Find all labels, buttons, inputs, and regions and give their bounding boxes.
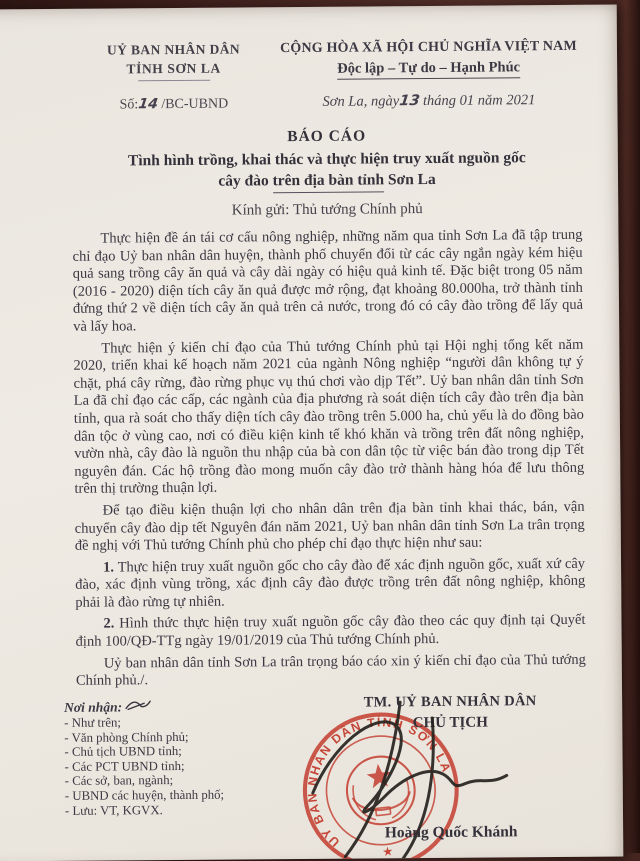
recipient-item: - Chủ tịch UBND tỉnh;: [64, 744, 182, 760]
issuer-name-line1: UỶ BAN NHÂN DÂN: [106, 41, 241, 58]
paragraph-item-2: 2. Hình thức thực hiện truy xuất nguồn gốc cây đào theo các quy định tại Quyết định 100/QĐ-TTg ngày 19/01/2019 của Thủ tướng Chính phủ.: [75, 612, 586, 650]
issuer-name-line2: TỈNH SƠN LA: [126, 60, 221, 77]
national-motto: Độc lập – Tự do – Hạnh Phúc: [276, 59, 581, 78]
paragraph-item-1: 1. Thực hiện truy xuất nguồn gốc cho cây đào để xác định nguồn gốc, xuất xứ cây đào, xác định vùng trồng, xác định cây đào được trồng trên đất nông nghiệp, không phải là đào rừng tự nhiên.: [75, 555, 586, 611]
document-number: [71, 95, 276, 114]
document-number-label: Số:: [119, 97, 139, 113]
national-motto-block: [276, 39, 582, 112]
document-type: BÁO CÁO: [287, 127, 367, 146]
recipients-label: Nơi nhận:: [64, 697, 294, 716]
recipient-item: - Như trên;: [64, 715, 122, 730]
title-line1: Tình hình trồng, khai thác và thực hiện truy xuất nguồn gốc: [127, 149, 526, 170]
paragraph-1: Thực hiện đề án tái cơ cấu nông nghiệp, những năm qua tỉnh Sơn La đã tập trung chỉ đạo Uỷ ban nhân dân huyện, thành phố chuyển đổi từ các cây ngắn ngày kém hiệu quả sang trồng cây ăn quả và cây dài ngày có hiệu quả kinh tế. Đặc biệt trong 05 năm (2016 - 2020) diện tích cây ăn quả được mở rộng, đạt khoảng 80.000ha, trở thành tỉnh đứng thứ 2 về diện tích cây ăn quả trên cả nước, trong đó có cây đào trồng để lấy quả và lấy hoa.: [72, 226, 584, 335]
issuing-authority-block: [71, 41, 277, 114]
date-suffix: tháng 01 năm 2021: [422, 92, 536, 110]
paragraph-2: Thực hiện ý kiến chỉ đạo của Thủ tướng Chính phủ tại Hội nghị tổng kết năm 2020, triển khai kế hoạch năm 2021 của ngành Nông nghiệp “người dân không tự ý chặt, phá cây rừng, đào rừng phục vụ thú chơi vào dịp Tết”. Uỷ ban nhân dân tỉnh Sơn La đã chỉ đạo các cấp, các ngành của địa phương rà soát diện tích cây đào trên địa bàn tỉnh, qua rà soát cho thấy diện tích cây đào trồng trên 5.000 ha, chủ yếu là do đồng bào dân tộc ở vùng cao, nơi có điều kiện kinh tế khó khăn và trồng trên đất nông nghiệp, vườn nhà, cây đào là nguồn thu nhập của bà con dân tộc từ việc bán đào trong dịp Tết nguyên đán. Các hộ trồng đào mong muốn cây đào trở thành hàng hóa để lưu thông trên thị trường thuận lợi.: [73, 336, 585, 498]
title-line2-pre: cây đào: [218, 172, 273, 190]
document-content: [71, 39, 586, 695]
title-line2: [72, 170, 582, 192]
recipients-block: [64, 697, 295, 818]
signer-name: Hoàng Quốc Khánh: [384, 823, 518, 842]
document-body: [72, 227, 586, 691]
document-number-handwritten: 14: [137, 96, 159, 113]
seal-star-glyph: ★: [381, 844, 394, 860]
recipient-item: - Các sở, ban, ngành;: [64, 773, 174, 789]
recipient-item: - UBND các huyện, thành phố;: [64, 787, 225, 803]
date-day-handwritten: 13: [398, 93, 421, 110]
title-line2-post: Sơn La: [384, 170, 436, 189]
recipient-item: - Lưu: VT, KGVX.: [64, 802, 163, 818]
paragraph-3: Để tạo điều kiện thuận lợi cho nhân dân trên địa bàn tỉnh khai thác, bán, vận chuyển cây đào dịp tết Nguyên đán năm 2021, Uỷ ban nhân dân tỉnh Sơn La trân trọng đề nghị với Thủ tướng Chính phủ cho phép chỉ đạo thực hiện như sau:: [74, 498, 585, 554]
handwritten-tick: [124, 698, 152, 711]
date-line: [276, 92, 581, 111]
date-prefix: Sơn La, ngày: [322, 93, 400, 110]
salutation: Kính gửi: Thủ tướng Chính phủ: [231, 201, 423, 219]
sign-title: CHỦ TỊCH: [412, 714, 488, 732]
recipient-item: - Các PCT UBND tỉnh;: [64, 758, 185, 774]
sign-on-behalf: TM. UỶ BAN NHÂN DÂN: [363, 693, 537, 711]
national-title: CỘNG HÒA XÃ HỘI CHỦ NGHĨA VIỆT NAM: [280, 38, 577, 57]
issuer-underline: [138, 80, 210, 82]
document-number-suffix: /BC-UBND: [161, 96, 229, 113]
seal-ring-text: UỶ BAN NHÂN DÂN TỈNH SƠN LA: [305, 715, 454, 850]
document-header: [71, 39, 582, 114]
title-line2-underlined: trên địa bàn tỉnh: [272, 171, 384, 192]
closing-paragraph: Uỷ ban nhân dân tỉnh Sơn La trân trọng báo cáo xin ý kiến chỉ đạo của Thủ tướng Chính phủ./.: [75, 651, 586, 690]
recipient-item: - Văn phòng Chính phủ;: [64, 729, 189, 745]
document-title-block: [72, 126, 583, 221]
document-page: [0, 5, 623, 861]
